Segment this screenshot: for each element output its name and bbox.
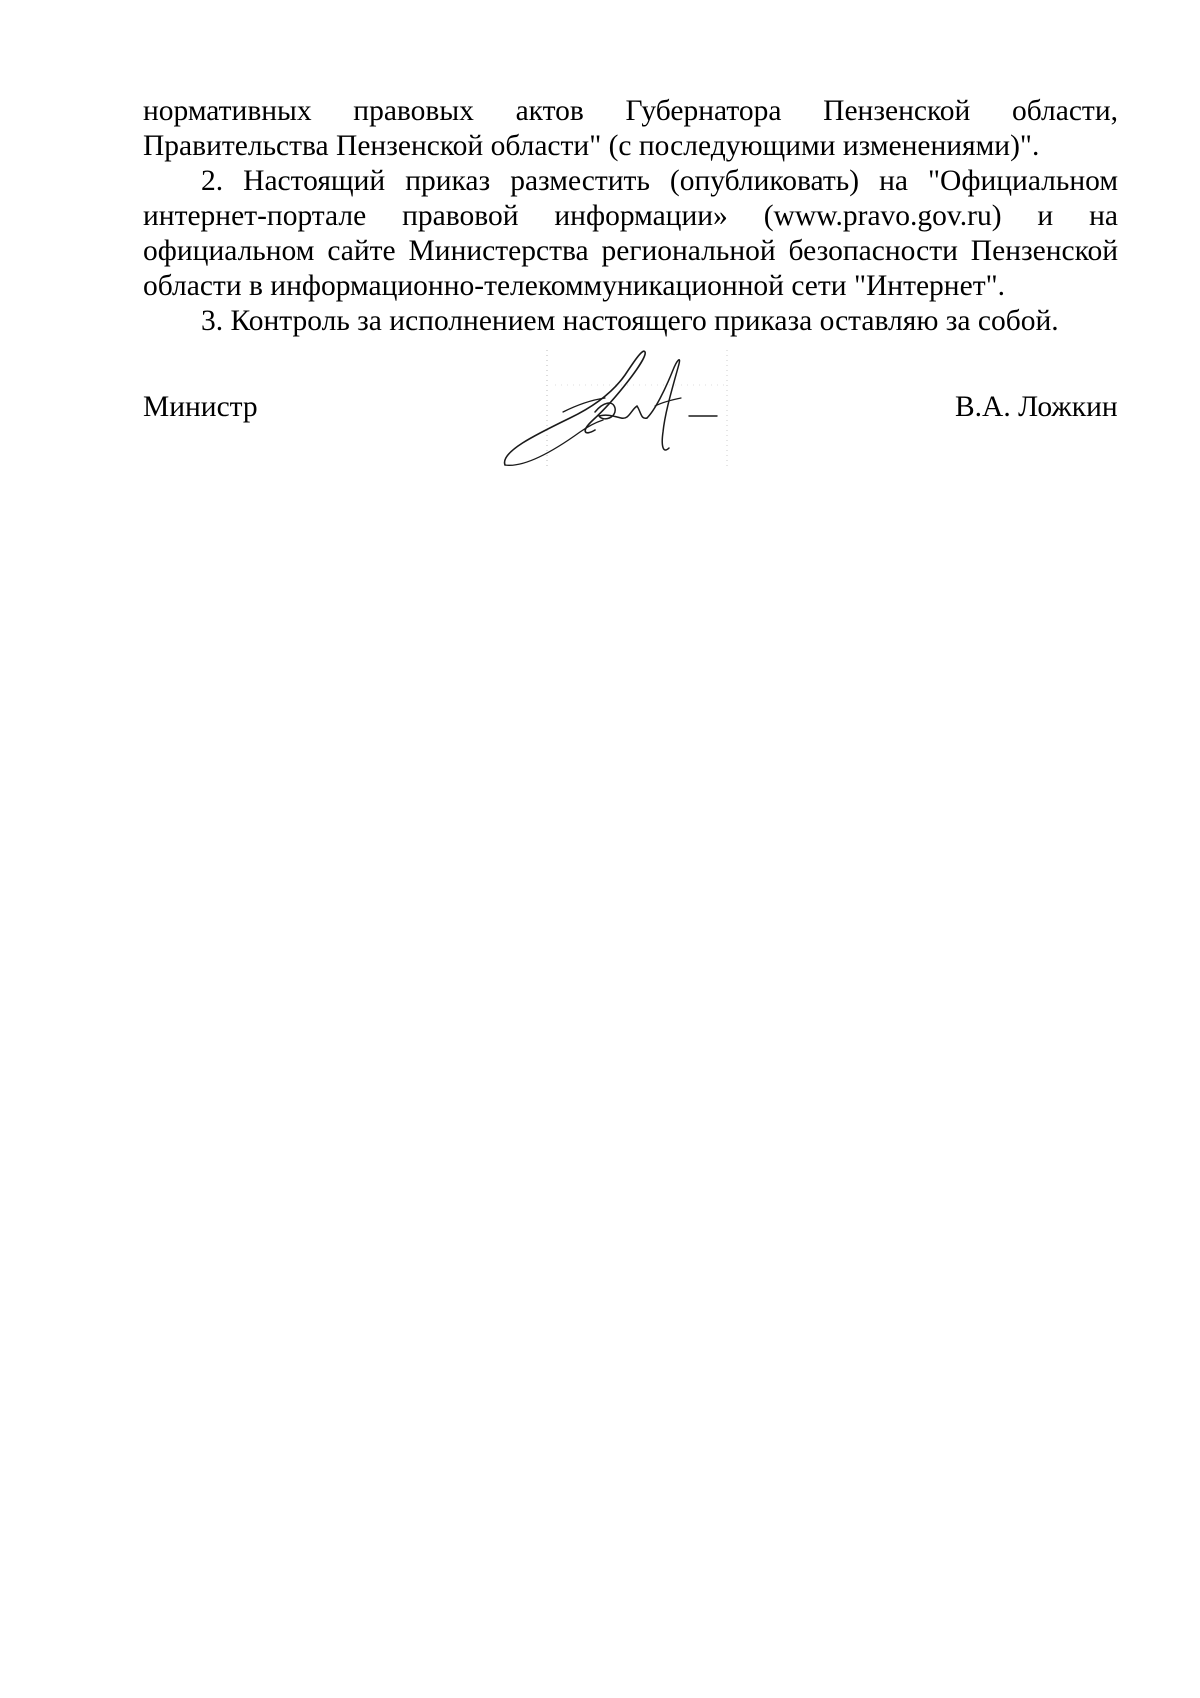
paragraph-3-line: 3. Контроль за исполнением настоящего приказа оставляю за собой. <box>201 305 1059 337</box>
paragraph-2-line: 2. Настоящий приказ разместить (опубликовать) на "Официальном <box>201 165 1118 197</box>
text-line: интернет-портале правовой информации» (www.pravo.gov.ru) и на <box>143 200 1118 232</box>
signer-name: В.А. Ложкин <box>955 391 1118 423</box>
text-line: области в информационно-телекоммуникационной сети "Интернет". <box>143 270 1005 302</box>
handwritten-signature <box>495 340 745 475</box>
text-line: Правительства Пензенской области" (с последующими изменениями)". <box>143 130 1040 162</box>
text-line: официальном сайте Министерства региональной безопасности Пензенской <box>143 235 1118 267</box>
text-line: нормативных правовых актов Губернатора Пензенской области, <box>143 95 1118 127</box>
signer-position: Министр <box>143 391 258 423</box>
document-body <box>143 94 1118 339</box>
